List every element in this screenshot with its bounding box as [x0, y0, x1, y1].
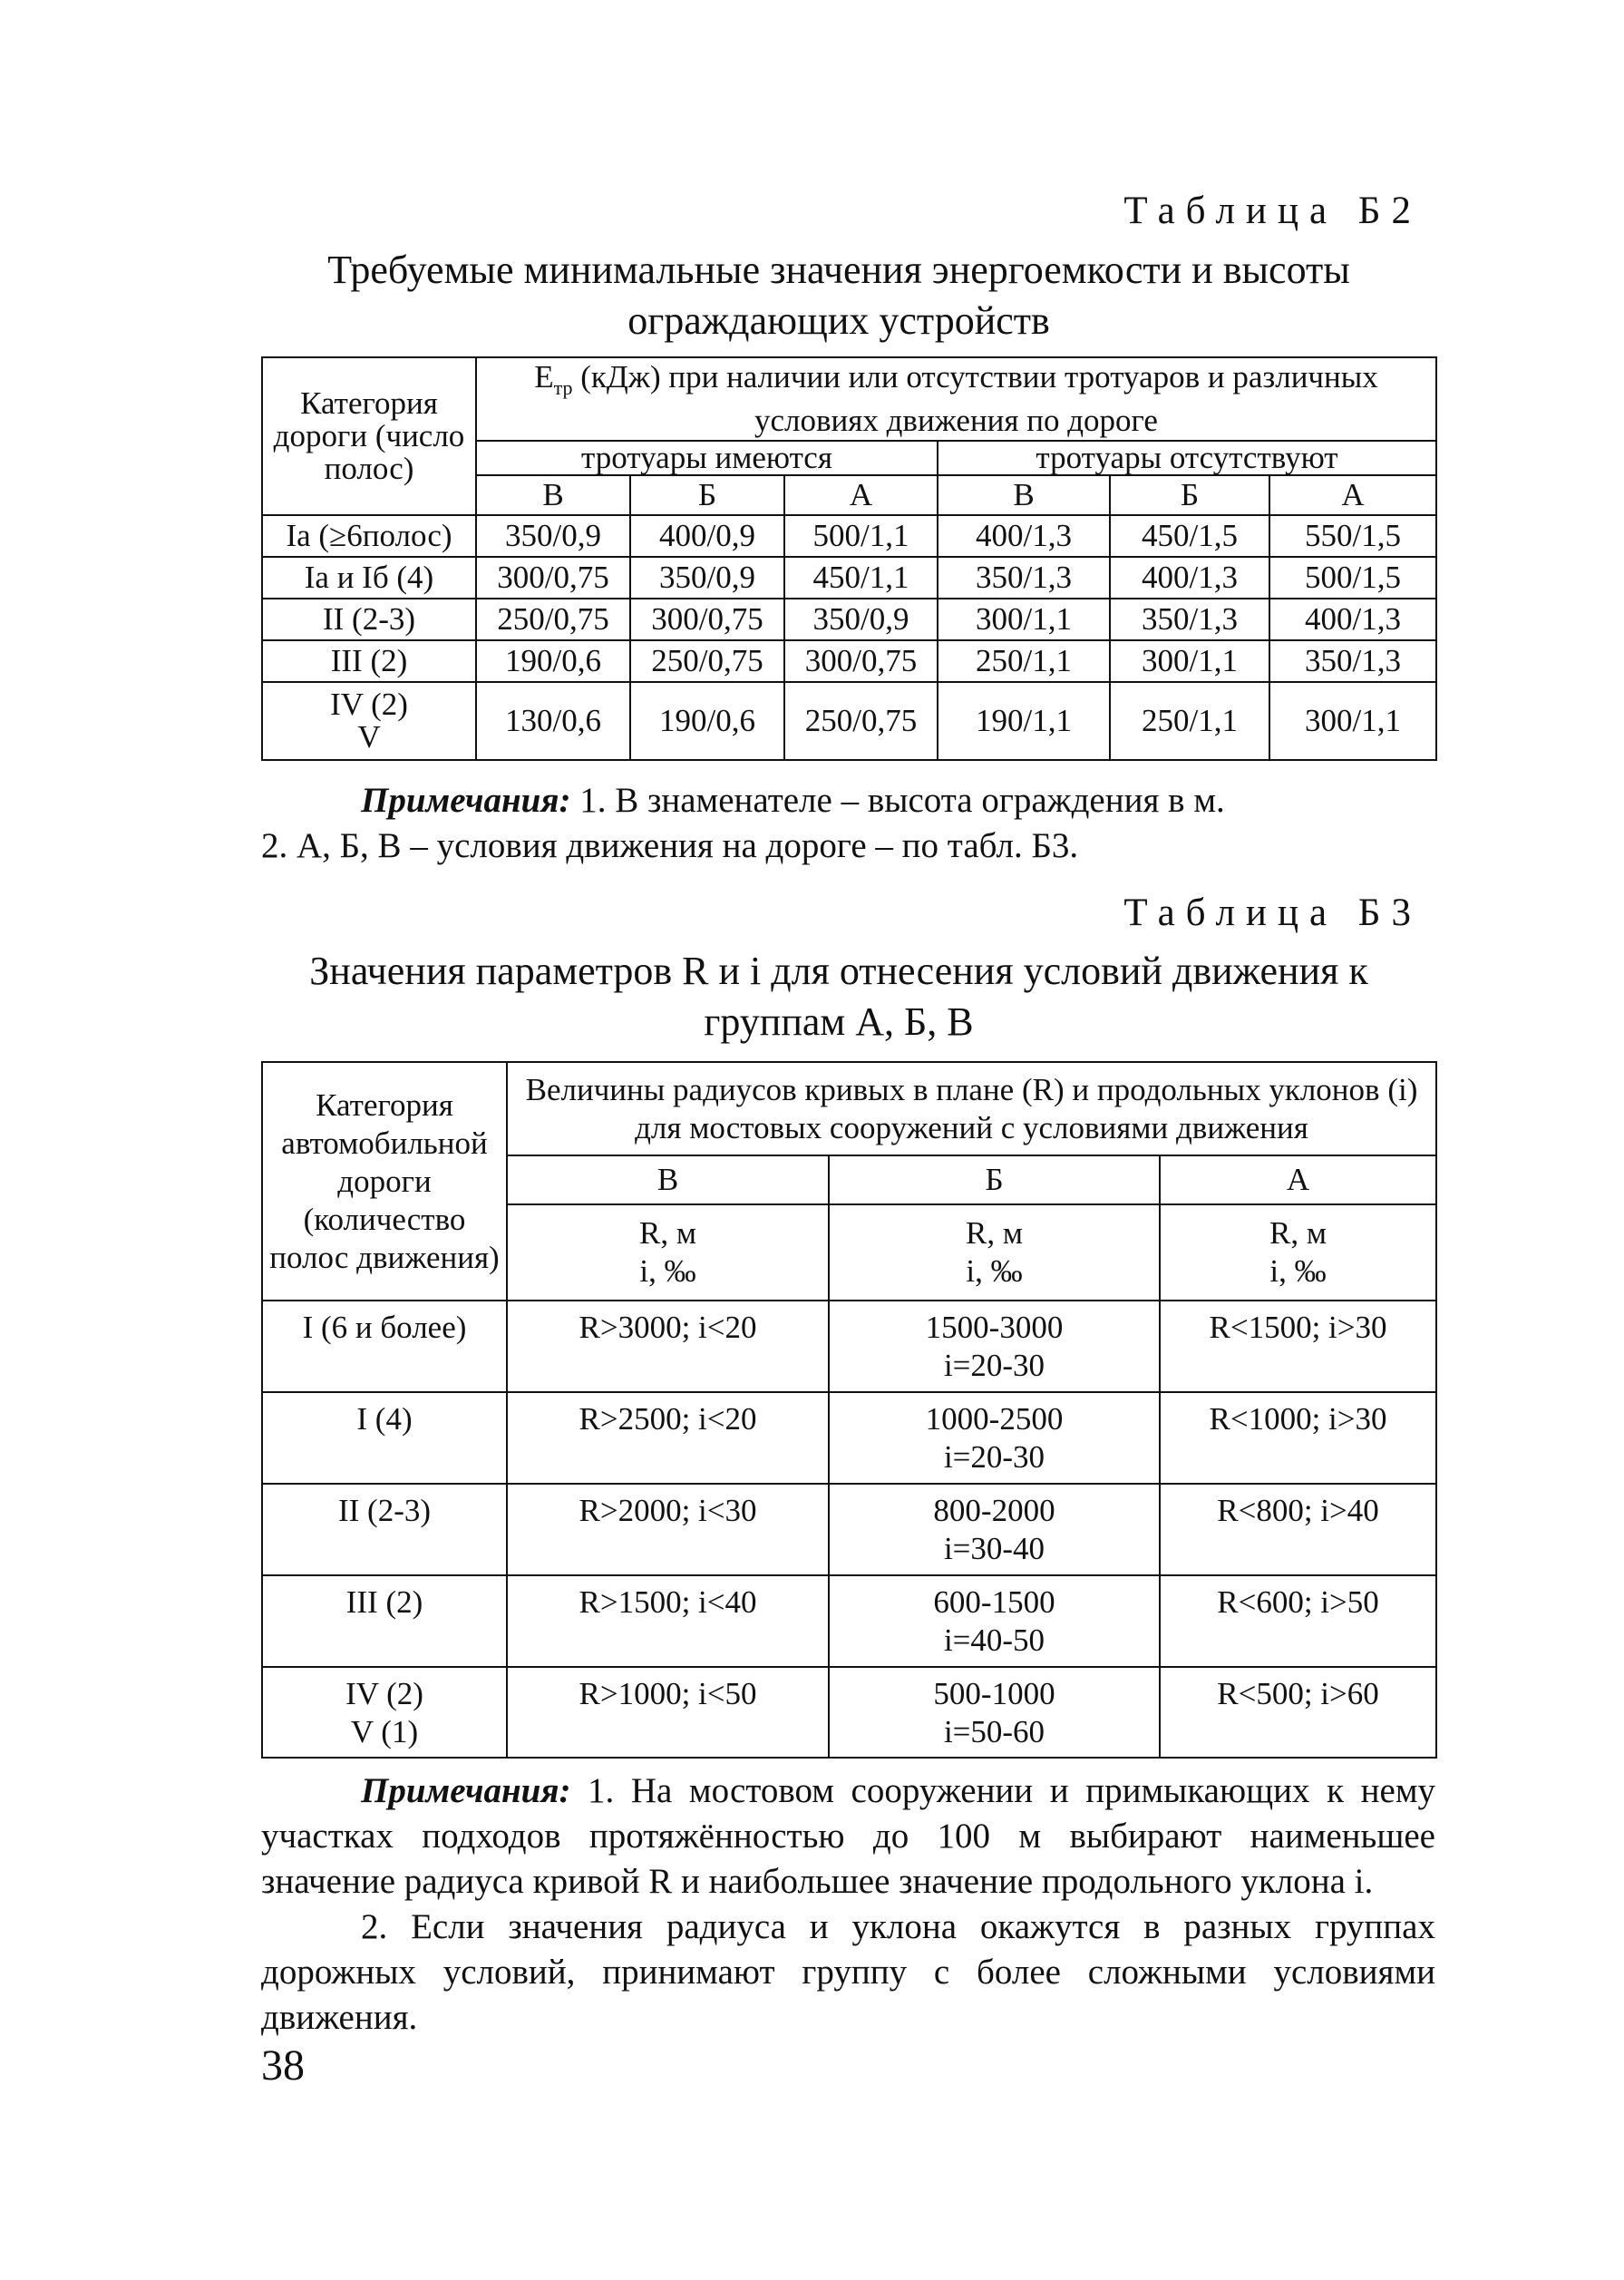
table-cell: 500-1000 i=50-60 [829, 1667, 1160, 1758]
table-b2-cond-header: А [1269, 475, 1436, 515]
table-cell: 300/1,1 [1110, 640, 1269, 682]
table-cell: 450/1,5 [1110, 515, 1269, 557]
table-cell: 350/1,3 [1110, 599, 1269, 640]
table-row [262, 1575, 1436, 1667]
table-b2-cond-header: А [784, 475, 938, 515]
table-cell: 250/1,1 [1110, 682, 1269, 760]
table-cell: 130/0,6 [476, 682, 630, 760]
table-b3-header-values: Величины радиусов кривых в плане (R) и продольных уклонов (i) для мостовых сооружений с условиями движения [507, 1062, 1436, 1155]
table-cell: R>1000; i<50 [507, 1667, 829, 1758]
table-b2-category-cell: III (2) [262, 640, 476, 682]
table-cell: 300/1,1 [1269, 682, 1436, 760]
table-b3-note1: Примечания: 1. На мостовом сооружении и примыкающих к нему участках подходов протяжённостью до 100 м выбирают наименьшее значение радиуса кривой R и наибольшее значение продольного уклона i. [261, 1771, 1435, 1901]
table-b2-category-cell: II (2-3) [262, 599, 476, 640]
table-cell: R<800; i>40 [1160, 1484, 1436, 1575]
table-cell: R>2500; i<20 [507, 1392, 829, 1484]
table-cell: 300/1,1 [938, 599, 1110, 640]
table-cell: 250/0,75 [630, 640, 784, 682]
table-cell: 300/0,75 [784, 640, 938, 682]
table-b2-cond-header: Б [630, 475, 784, 515]
table-cell: 500/1,5 [1269, 557, 1436, 599]
table-cell: 190/1,1 [938, 682, 1110, 760]
table-b2-title-line1: Требуемые минимальные значения энергоемкости и высоты [327, 248, 1350, 292]
table-cell: 350/0,9 [476, 515, 630, 557]
table-b2-cond-header: Б [1110, 475, 1269, 515]
table-b2-note2: 2. А, Б, В – условия движения на дороге – по табл. Б3. [261, 826, 1079, 865]
table-b2-header-sidewalks-absent: тротуары отсутствуют [938, 441, 1436, 475]
table-cell: 1000-2500 i=20-30 [829, 1392, 1160, 1484]
table-row [262, 557, 1436, 599]
table-cell: 400/1,3 [1269, 599, 1436, 640]
table-cell: 350/0,9 [784, 599, 938, 640]
table-b3-param-header: R, м i, ‰ [829, 1204, 1160, 1301]
table-b3-category-cell: III (2) [262, 1575, 507, 1667]
table-b3-title-line1: Значения параметров R и i для отнесения условий движения к [309, 949, 1368, 993]
table-b3-category-cell: I (4) [262, 1392, 507, 1484]
table-cell: 450/1,1 [784, 557, 938, 599]
table-cell: 500/1,1 [784, 515, 938, 557]
table-cell: 250/1,1 [938, 640, 1110, 682]
table-cell: R<600; i>50 [1160, 1575, 1436, 1667]
table-cell: 250/0,75 [784, 682, 938, 760]
table-b3 [261, 1061, 1437, 1759]
table-cell: 400/0,9 [630, 515, 784, 557]
table-b3-notes-label: Примечания: [361, 1771, 571, 1810]
table-cell: 800-2000 i=30-40 [829, 1484, 1160, 1575]
table-b3-title-line2: группам А, Б, В [704, 999, 974, 1044]
table-cell: 250/0,75 [476, 599, 630, 640]
table-b2-cond-header: В [938, 475, 1110, 515]
table-cell: 400/1,3 [1110, 557, 1269, 599]
table-cell: 350/1,3 [1269, 640, 1436, 682]
table-row [262, 640, 1436, 682]
table-b2 [261, 356, 1437, 761]
table-b2-notes-label: Примечания: [361, 781, 571, 820]
table-b3-label: Таблица Б3 [1123, 892, 1422, 934]
table-row [262, 1301, 1436, 1392]
table-b3-header-category: Категория автомобильной дороги (количество полос движения) [262, 1062, 507, 1301]
table-cell: 350/1,3 [938, 557, 1110, 599]
table-b3-note2: 2. Если значения радиуса и уклона окажутся в разных группах дорожных условий, принимают группу с более сложными условиями движения. [261, 1907, 1435, 2037]
table-cell: 400/1,3 [938, 515, 1110, 557]
table-b2-note1: Примечания: 1. В знаменателе – высота ограждения в м. [361, 781, 1225, 820]
table-b2-category-cell: Ia и Iб (4) [262, 557, 476, 599]
table-row [262, 599, 1436, 640]
table-b2-header-category: Категория дороги (число полос) [262, 357, 476, 515]
table-b3-cond-header: Б [829, 1155, 1160, 1204]
table-row [262, 1667, 1436, 1758]
table-b2-cond-header: В [476, 475, 630, 515]
table-b2-header-sidewalks-present: тротуары имеются [476, 441, 938, 475]
table-cell: 190/0,6 [476, 640, 630, 682]
table-row [262, 1484, 1436, 1575]
table-b3-cond-header: В [507, 1155, 829, 1204]
table-cell: 350/0,9 [630, 557, 784, 599]
table-b2-category-cell: Ia (≥6полос) [262, 515, 476, 557]
table-cell: R<1000; i>30 [1160, 1392, 1436, 1484]
table-cell: 300/0,75 [476, 557, 630, 599]
table-b2-title-line2: ограждающих устройств [627, 298, 1050, 343]
table-cell: 1500-3000 i=20-30 [829, 1301, 1160, 1392]
table-cell: R<500; i>60 [1160, 1667, 1436, 1758]
table-b2-header-energy: $Е_{тр}$ (кДж) при наличии или отсутствии тротуаров и различных условиях движения по дороге [476, 357, 1436, 441]
table-b3-param-header: R, м i, ‰ [507, 1204, 829, 1301]
table-cell: R>2000; i<30 [507, 1484, 829, 1575]
table-b3-category-cell: IV (2) V (1) [262, 1667, 507, 1758]
page-number: 38 [261, 2041, 305, 2090]
table-row [262, 682, 1436, 760]
table-b3-cond-header: А [1160, 1155, 1436, 1204]
table-b2-title [254, 245, 1424, 346]
table-b3-category-cell: II (2-3) [262, 1484, 507, 1575]
table-cell: R>1500; i<40 [507, 1575, 829, 1667]
table-cell: R>3000; i<20 [507, 1301, 829, 1392]
table-b2-category-cell: IV (2) V [262, 682, 476, 760]
table-cell: 550/1,5 [1269, 515, 1436, 557]
table-row [262, 1392, 1436, 1484]
table-cell: 600-1500 i=40-50 [829, 1575, 1160, 1667]
table-b3-title [254, 946, 1424, 1047]
table-b3-category-cell: I (6 и более) [262, 1301, 507, 1392]
table-row [262, 515, 1436, 557]
table-cell: 300/0,75 [630, 599, 784, 640]
table-cell: R<1500; i>30 [1160, 1301, 1436, 1392]
table-cell: 190/0,6 [630, 682, 784, 760]
table-b2-label: Таблица Б2 [1123, 190, 1422, 232]
table-b3-param-header: R, м i, ‰ [1160, 1204, 1436, 1301]
